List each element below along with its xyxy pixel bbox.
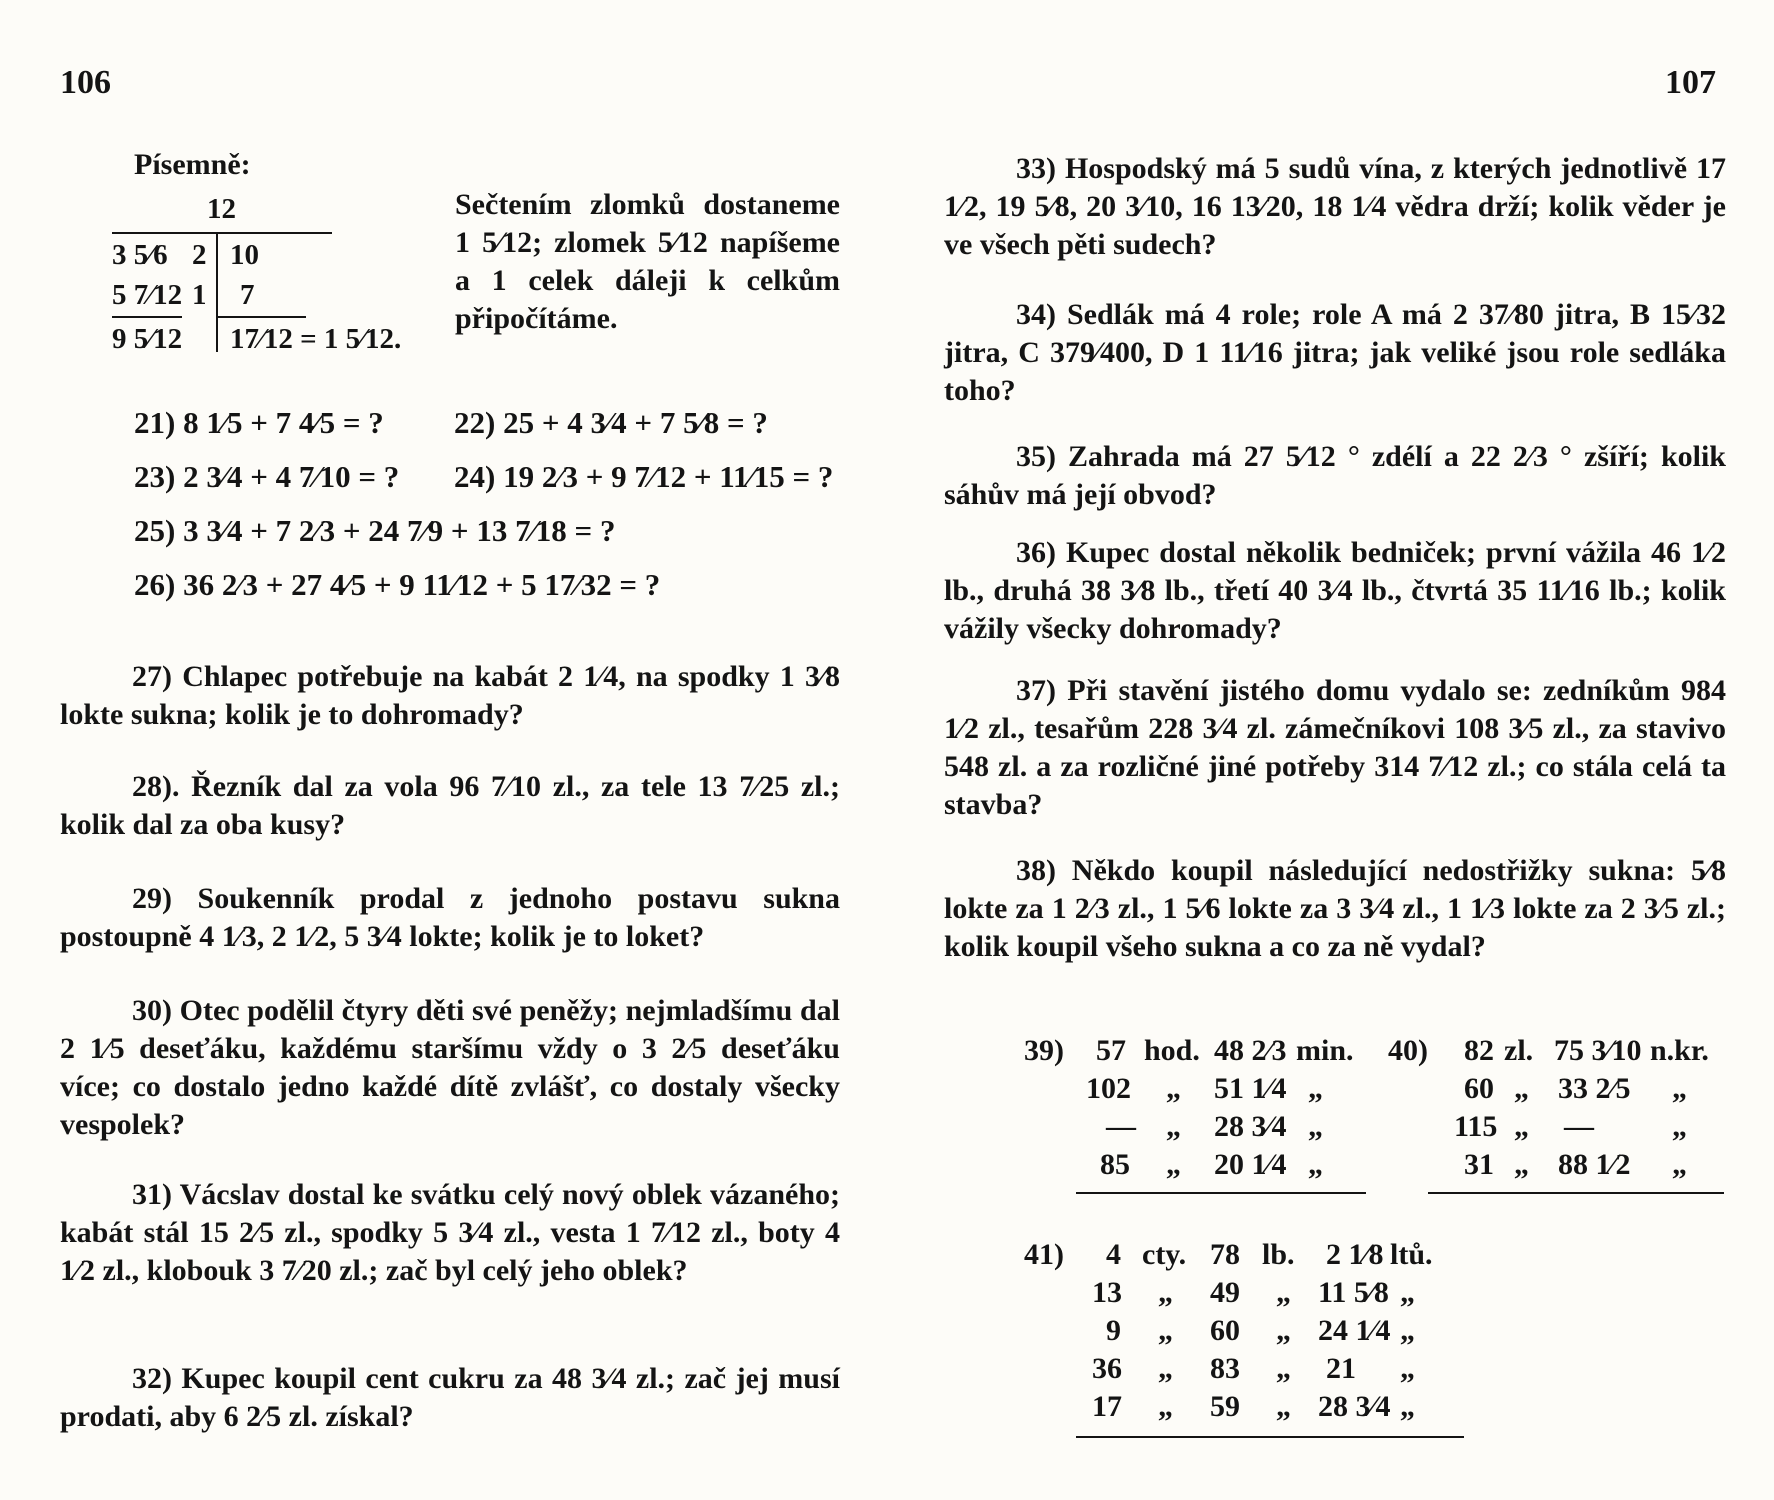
problem-33: 33) Hospodský má 5 sudů vína, z kterých jednotlivě 17 1⁄2, 19 5⁄8, 20 3⁄10, 16 13⁄20, 18 1⁄4 vědra drží; kolik věder je ve všech pěti sudech? [944, 152, 1726, 261]
cell: 49 [1210, 1276, 1240, 1309]
problem-34: 34) Sedlák má 4 role; role A má 2 37⁄80 jitra, B 15⁄32 jitra, C 379⁄400, D 1 11⁄16 jitra; jak veliké jsou role sedláka toho? [944, 298, 1726, 407]
table-row [1086, 1314, 1466, 1352]
cell: 31 [1464, 1148, 1494, 1181]
problem-30: 30) Otec podělil čtyry děti své peněžy; nejmladšímu dal 2 1⁄5 deseťáku, každému staršímu vždy o 3 2⁄5 deseťáku více; co dostalo jedno každé dítě zvlášť, co dostaly všecky vespolek? [60, 994, 840, 1141]
cell: „ [1158, 1390, 1173, 1423]
cell: „ [1276, 1314, 1291, 1347]
problem-29: 29) Soukenník prodal z jednoho postavu sukna postoupně 4 1⁄3, 2 1⁄2, 5 3⁄4 lokte; kolik je to loket? [60, 882, 840, 953]
cell: 36 [1092, 1352, 1122, 1385]
table-row [1086, 1238, 1466, 1276]
cell: „ [1400, 1352, 1415, 1385]
cell: „ [1158, 1314, 1173, 1347]
problem-32: 32) Kupec koupil cent cukru za 48 3⁄4 zl.; zač jej musí prodati, aby 6 2⁄5 zl. získal? [60, 1362, 840, 1433]
cell: „ [1672, 1072, 1687, 1105]
table-row [1086, 1110, 1366, 1148]
cell: ltů. [1390, 1238, 1433, 1271]
problem-27: 27) Chlapec potřebuje na kabát 2 1⁄4, na spodky 1 3⁄8 lokte sukna; kolik je to dohromady? [60, 660, 840, 731]
cell: — [1564, 1110, 1594, 1143]
table-row [1454, 1072, 1724, 1110]
equation-24: 24) 19 2⁄3 + 9 7⁄12 + 11⁄15 = ? [454, 459, 834, 494]
table-row [1086, 1148, 1366, 1186]
cell: „ [1514, 1072, 1529, 1105]
cell: 75 3⁄10 [1554, 1034, 1642, 1067]
cell: „ [1514, 1148, 1529, 1181]
problem-36: 36) Kupec dostal několik bedniček; první vážila 46 1⁄2 lb., druhá 38 3⁄8 lb., třetí 40 3⁄4 lb., čtvrtá 35 11⁄16 lb.; kolik vážily všecky dohromady? [944, 536, 1726, 645]
cell: — [1106, 1110, 1136, 1143]
calc-row2-factor: 1 [192, 279, 207, 311]
table-39-label: 39) [1024, 1034, 1064, 1067]
problem-37: 37) Při stavění jistého domu vydalo se: zedníkům 984 1⁄2 zl., tesařům 228 3⁄4 zl. zámečníkovi 108 3⁄5 zl., za stavivo 548 zl. a za rozličné jiné potřeby 314 7⁄12 zl.; co stála celá ta stavba? [944, 674, 1726, 821]
cell: 51 1⁄4 [1214, 1072, 1287, 1105]
cell: 9 [1106, 1314, 1121, 1347]
cell: 4 [1106, 1238, 1121, 1271]
written-label: Písemně: [134, 148, 251, 181]
cell: „ [1514, 1110, 1529, 1143]
cell: 28 3⁄4 [1214, 1110, 1287, 1143]
cell: lb. [1262, 1238, 1295, 1271]
table-row [1454, 1034, 1724, 1072]
cell: 59 [1210, 1390, 1240, 1423]
cell: „ [1308, 1148, 1323, 1181]
cell: 60 [1210, 1314, 1240, 1347]
calc-row2-mixed: 5 7⁄12 [112, 279, 183, 311]
cell: 28 3⁄4 [1318, 1390, 1391, 1423]
cell: min. [1296, 1034, 1354, 1067]
calc-sum-fraction: 17⁄12 = 1 5⁄12. [230, 323, 402, 355]
problem-35: 35) Zahrada má 27 5⁄12 ° zdélí a 22 2⁄3 ° zšíří; kolik sáhův má její obvod? [944, 440, 1726, 511]
table-row [1086, 1276, 1466, 1314]
cell: n.kr. [1650, 1034, 1709, 1067]
cell: 13 [1092, 1276, 1122, 1309]
calc-row1-mixed: 3 5⁄6 [112, 239, 168, 271]
problem-31: 31) Vácslav dostal ke svátku celý nový oblek vázaného; kabát stál 15 2⁄5 zl., spodky 5 3⁄4 zl., vesta 1 7⁄12 zl., boty 4 1⁄2 zl., klobouk 3 7⁄20 zl.; zač byl celý jeho oblek? [60, 1178, 840, 1287]
cell: „ [1158, 1276, 1173, 1309]
cell: „ [1400, 1390, 1415, 1423]
cell: „ [1166, 1072, 1181, 1105]
cell: hod. [1144, 1034, 1200, 1067]
table-39 [1024, 1034, 1369, 1204]
cell: 85 [1100, 1148, 1130, 1181]
table-row [1086, 1034, 1366, 1072]
page-number-right: 107 [1665, 64, 1716, 101]
table-row [1086, 1390, 1466, 1428]
cell: „ [1308, 1072, 1323, 1105]
cell: 11 5⁄8 [1318, 1276, 1389, 1309]
cell: „ [1672, 1148, 1687, 1181]
calc-row1-factor: 2 [192, 239, 207, 271]
cell: „ [1308, 1110, 1323, 1143]
table-39-rule [1076, 1192, 1366, 1194]
cell: 82 [1464, 1034, 1494, 1067]
equation-22: 22) 25 + 4 3⁄4 + 7 5⁄8 = ? [454, 405, 768, 440]
cell: 115 [1454, 1110, 1498, 1143]
table-41-rule [1076, 1436, 1464, 1438]
cell: 21 [1326, 1352, 1356, 1385]
calc-row1-result: 10 [230, 239, 259, 271]
table-40 [1388, 1034, 1728, 1204]
cell: 60 [1464, 1072, 1494, 1105]
cell: 24 1⁄4 [1318, 1314, 1391, 1347]
calc-sum-mixed: 9 5⁄12 [112, 323, 183, 355]
table-row [1454, 1110, 1724, 1148]
problem-28: 28). Řezník dal za vola 96 7⁄10 zl., za tele 13 7⁄25 zl.; kolik dal za oba kusy? [60, 770, 840, 841]
written-explanation: Sečtením zlomků dostaneme 1 5⁄12; zlomek 5⁄12 napíšeme a 1 celek dáleji k celkům připočítáme. [455, 188, 840, 335]
cell: 2 1⁄8 [1326, 1238, 1384, 1271]
cell: 88 1⁄2 [1558, 1148, 1631, 1181]
cell: 57 [1096, 1034, 1126, 1067]
cell: cty. [1142, 1238, 1187, 1271]
table-row [1086, 1072, 1366, 1110]
page-number-left: 106 [60, 64, 111, 101]
cell: 83 [1210, 1352, 1240, 1385]
cell: 33 2⁄5 [1558, 1072, 1631, 1105]
cell: „ [1400, 1276, 1415, 1309]
cell: „ [1276, 1390, 1291, 1423]
cell: „ [1672, 1110, 1687, 1143]
cell: zl. [1504, 1034, 1534, 1067]
cell: „ [1158, 1352, 1173, 1385]
cell: „ [1276, 1352, 1291, 1385]
cell: „ [1400, 1314, 1415, 1347]
cell: 17 [1092, 1390, 1122, 1423]
table-row [1454, 1148, 1724, 1186]
cell: „ [1166, 1148, 1181, 1181]
cell: 20 1⁄4 [1214, 1148, 1287, 1181]
cell: 78 [1210, 1238, 1240, 1271]
equation-23: 23) 2 3⁄4 + 4 7⁄10 = ? [134, 459, 400, 494]
calc-row2-result: 7 [240, 279, 255, 311]
cell: „ [1166, 1110, 1181, 1143]
equation-21: 21) 8 1⁄5 + 7 4⁄5 = ? [134, 405, 384, 440]
table-41 [1024, 1238, 1474, 1448]
cell: „ [1276, 1276, 1291, 1309]
problem-38: 38) Někdo koupil následující nedostřižky sukna: 5⁄8 lokte za 1 2⁄3 zl., 1 5⁄6 lokte za 3 3⁄4 zl., 1 1⁄3 lokte za 2 3⁄5 zl.; kolik koupil všeho sukna a co za ně vydal? [944, 854, 1726, 963]
cell: 48 2⁄3 [1214, 1034, 1287, 1067]
equation-26: 26) 36 2⁄3 + 27 4⁄5 + 9 11⁄12 + 5 17⁄32 = ? [134, 567, 661, 602]
table-40-rule [1428, 1192, 1724, 1194]
table-41-label: 41) [1024, 1238, 1064, 1271]
calc-denominator: 12 [207, 193, 236, 225]
equation-25: 25) 3 3⁄4 + 7 2⁄3 + 24 7⁄9 + 13 7⁄18 = ? [134, 513, 616, 548]
table-40-label: 40) [1388, 1034, 1428, 1067]
table-row [1086, 1352, 1466, 1390]
cell: 102 [1086, 1072, 1131, 1105]
